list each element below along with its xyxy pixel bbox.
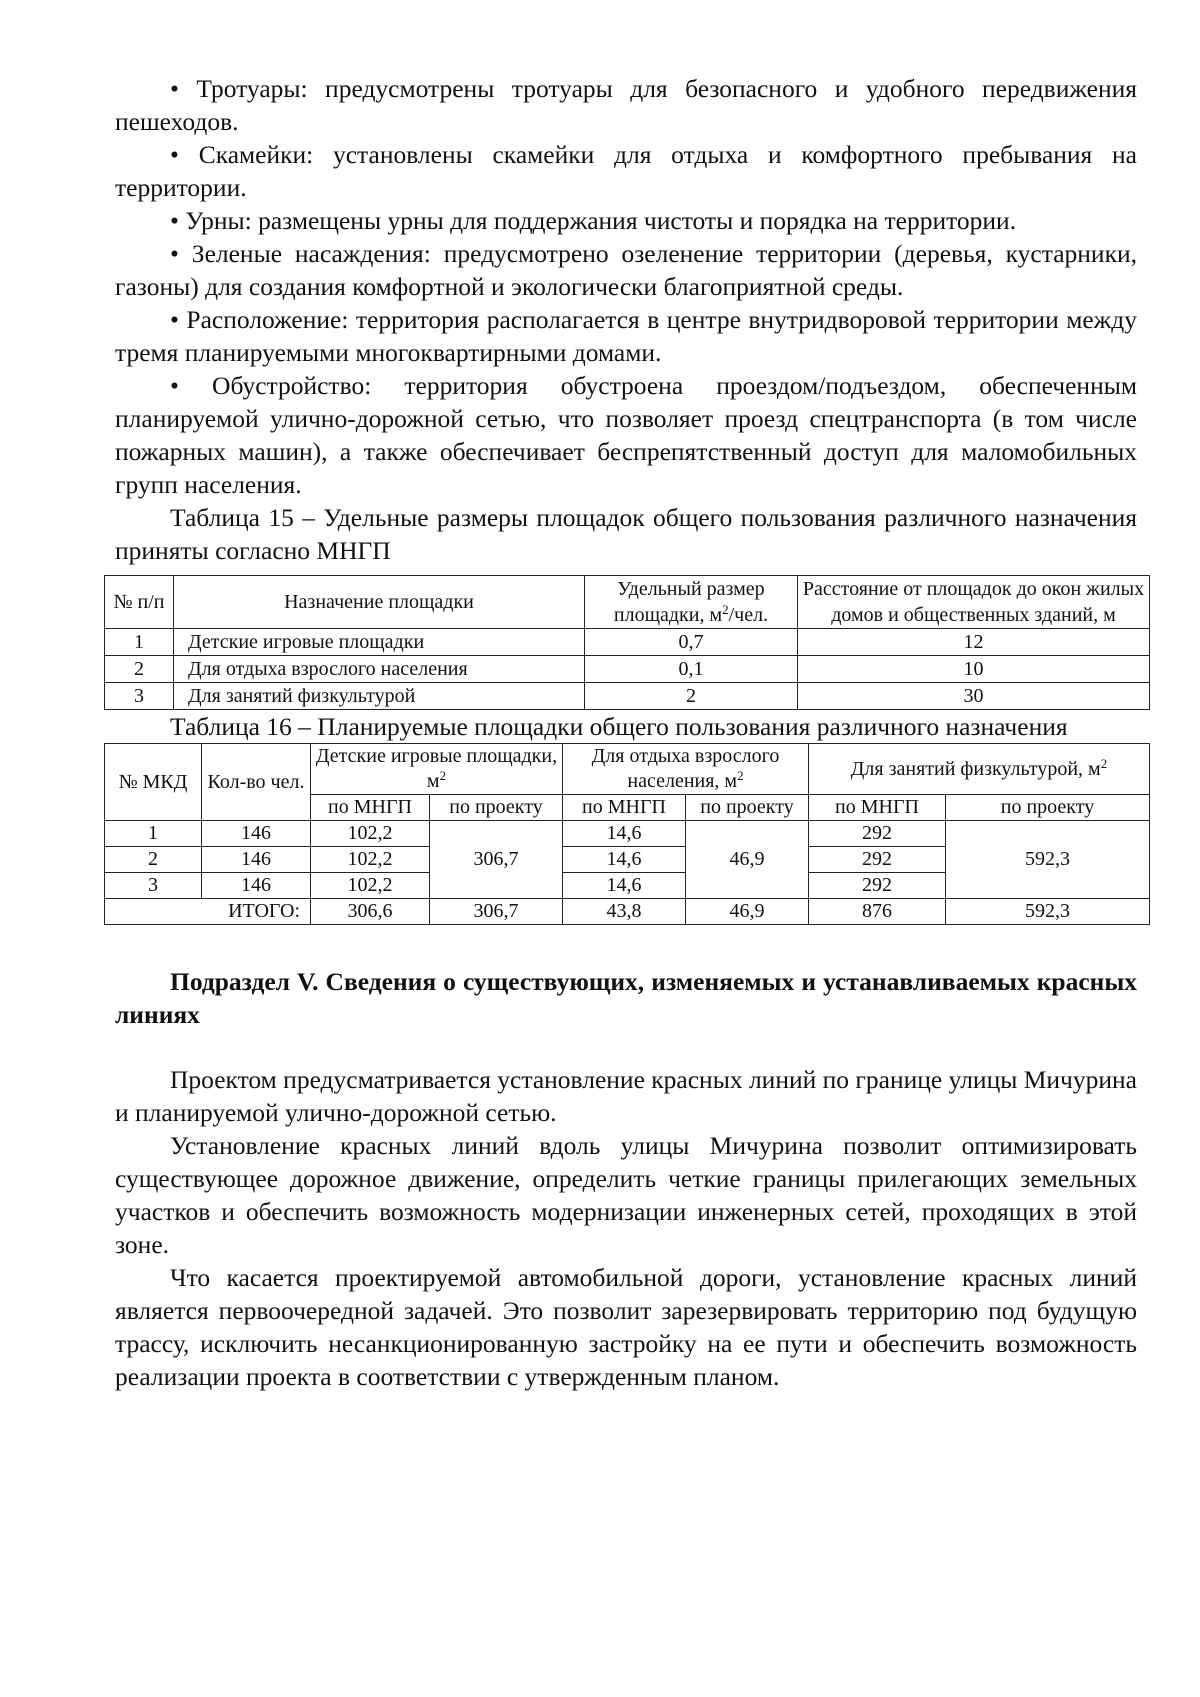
table-cell: 46,9 — [686, 821, 809, 899]
table-cell: 12 — [798, 629, 1150, 656]
table16-header-sport: Для занятий физкультурой, $м^2$ — [809, 744, 1150, 795]
table-15 — [104, 575, 1150, 710]
table16-subheader: по проекту — [946, 795, 1150, 821]
table16-caption: Таблица 16 – Планируемые площадки общего пользования различного назначения — [170, 712, 1068, 741]
section-paragraph: Установление красных линий вдоль улицы Мичурина позволит оптимизировать существующее дорожное движение, определить четкие границы прилегающих земельных участков и обеспечить возможность модернизации инженерных сетей, проходящих в этой зоне. — [115, 1131, 1137, 1259]
table16-subheader: по МНГП — [311, 795, 430, 821]
table-cell: 306,7 — [430, 821, 563, 899]
table15-header-purpose: Назначение площадки — [174, 576, 585, 629]
bullet-greenery: • Зеленые насаждения: предусмотрено озеленение территории (деревья, кустарники, газоны) для создания комфортной и экологически благоприятной среды. — [115, 237, 1137, 303]
table-cell: 3 — [105, 683, 174, 710]
table-cell: 876 — [809, 899, 946, 925]
table-cell: 306,6 — [311, 899, 430, 925]
table-cell: 43,8 — [563, 899, 686, 925]
table-cell: 102,2 — [311, 873, 430, 899]
table16-subheader: по проекту — [686, 795, 809, 821]
document-page — [113, 72, 1145, 1393]
section-title: Подраздел V. Сведения о существующих, изменяемых и устанавливаемых красных линиях — [115, 967, 1137, 1029]
table-cell: 0,1 — [585, 656, 798, 683]
table-row — [105, 629, 1150, 656]
table-cell: 292 — [809, 847, 946, 873]
table-cell: 592,3 — [946, 899, 1150, 925]
table-cell: 146 — [202, 873, 311, 899]
bullet-bins: • Урны: размещены урны для поддержания чистоты и порядка на территории. — [115, 204, 1137, 237]
table-cell: 146 — [202, 847, 311, 873]
table-cell: 592,3 — [946, 821, 1150, 899]
table-cell: 292 — [809, 873, 946, 899]
table16-header-adults: Для отдыха взрослого населения, $м^2$ — [563, 744, 809, 795]
table-cell: Для отдыха взрослого населения — [174, 656, 585, 683]
table-cell: Для занятий физкультурой — [174, 683, 585, 710]
bullet-benches: • Скамейки: установлены скамейки для отдыха и комфортного пребывания на территории. — [115, 138, 1137, 204]
table-cell: 102,2 — [311, 821, 430, 847]
table16-header-row-1 — [105, 744, 1150, 795]
table-cell: 2 — [585, 683, 798, 710]
section-paragraph: Проектом предусматривается установление красных линий по границе улицы Мичурина и планируемой улично-дорожной сетью. — [115, 1065, 1137, 1127]
table-cell: 306,7 — [430, 899, 563, 925]
table-cell: 30 — [798, 683, 1150, 710]
table-row — [105, 656, 1150, 683]
table-cell: 292 — [809, 821, 946, 847]
table15-caption: Таблица 15 – Удельные размеры площадок общего пользования различного назначения приняты согласно МНГП — [115, 503, 1137, 565]
table-cell: Детские игровые площадки — [174, 629, 585, 656]
table16-subheader: по МНГП — [809, 795, 946, 821]
table16-header-people: Кол-во чел. — [202, 744, 311, 821]
table16-subheader: по МНГП — [563, 795, 686, 821]
bullet-location: • Расположение: территория располагается в центре внутридворовой территории между тремя планируемыми многоквартирными домами. — [115, 303, 1137, 369]
table-16 — [104, 743, 1150, 925]
table-cell: 46,9 — [686, 899, 809, 925]
table15-header-distance: Расстояние от площадок до окон жилых домов и общественных зданий, м — [798, 576, 1150, 629]
table-row — [105, 683, 1150, 710]
table15-header-num: № п/п — [105, 576, 174, 629]
table16-header-mkd: № МКД — [105, 744, 202, 821]
bullet-arrangement: • Обустройство: территория обустроена проездом/подъездом, обеспеченным планируемой улично-дорожной сетью, что позволяет проезд спецтранспорта (в том числе пожарных машин), а также обеспечивает беспрепятственный доступ для маломобильных групп населения. — [115, 369, 1137, 501]
table-cell: 1 — [105, 629, 174, 656]
section-paragraph: Что касается проектируемой автомобильной дороги, установление красных линий является первоочередной задачей. Это позволит зарезервировать территорию под будущую трассу, исключить несанкционированную застройку на ее пути и обеспечить возможность реализации проекта в соответствии с утвержденным планом. — [115, 1263, 1137, 1391]
table-cell: 1 — [105, 821, 202, 847]
table15-header-size: Удельный размер площадки, $м^2$/чел. — [585, 576, 798, 629]
table-cell: 10 — [798, 656, 1150, 683]
table-cell: 14,6 — [563, 847, 686, 873]
table16-total-label: ИТОГО: — [105, 899, 311, 925]
table-cell: 0,7 — [585, 629, 798, 656]
table15-header-row — [105, 576, 1150, 629]
table16-subheader: по проекту — [430, 795, 563, 821]
table-row — [105, 821, 1150, 847]
table-cell: 2 — [105, 656, 174, 683]
table-cell: 2 — [105, 847, 202, 873]
table16-total-row — [105, 899, 1150, 925]
table-cell: 102,2 — [311, 847, 430, 873]
table-cell: 146 — [202, 821, 311, 847]
table-cell: 3 — [105, 873, 202, 899]
table16-header-kids: Детские игровые площадки, $м^2$ — [311, 744, 563, 795]
table-cell: 14,6 — [563, 821, 686, 847]
bullet-sidewalks: • Тротуары: предусмотрены тротуары для безопасного и удобного передвижения пешеходов. — [115, 72, 1137, 138]
table-cell: 14,6 — [563, 873, 686, 899]
